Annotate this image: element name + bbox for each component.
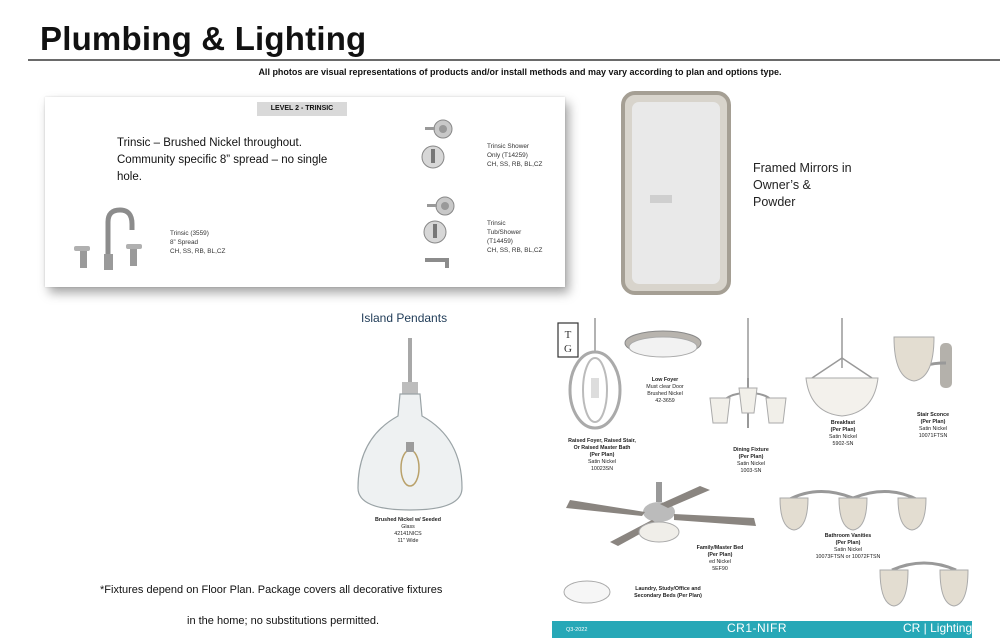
- fixture-name: Bathroom Vanities: [824, 533, 872, 539]
- raised-foyer-caption: [556, 438, 648, 473]
- footer-date: Q3-2022: [566, 627, 588, 633]
- shower-finishes: CH, SS, RB, BL,CZ: [487, 161, 543, 168]
- pendant-caption: [362, 517, 454, 545]
- fixture-note: (Per Plan): [830, 427, 856, 433]
- faucet-spec: 8” Spread: [170, 239, 199, 246]
- mirror-line: Powder: [753, 195, 796, 209]
- fixture-name: Raised Foyer, Raised Stair,: [568, 438, 636, 444]
- tub-finishes: CH, SS, RB, BL,CZ: [487, 247, 543, 254]
- description-line: hole.: [117, 171, 142, 183]
- description-line: Community specific 8” spread – no single: [117, 154, 328, 166]
- mirror-line: Owner’s &: [753, 178, 811, 192]
- fixture-name: Laundry, Study/Office and: [635, 586, 701, 592]
- fixture-model: 10023SN: [590, 466, 614, 472]
- footer-code: CR1-NIFR: [727, 621, 787, 635]
- fixture-name: Dining Fixture: [733, 447, 769, 453]
- svg-text:T: T: [564, 329, 572, 341]
- fixture-name: Breakfast: [830, 420, 856, 426]
- fixture-finish: Satin Nickel: [588, 459, 616, 465]
- fixture-name: Low Foyer: [651, 377, 679, 383]
- pendant-glass: Glass: [401, 524, 415, 530]
- framed-mirror-image: [620, 90, 732, 296]
- page-title: Plumbing & Lighting: [40, 20, 367, 57]
- fixture-model: 42-3659: [655, 398, 675, 404]
- tub-shower-image: [417, 192, 467, 272]
- faucet-finishes: CH, SS, RB, BL,CZ: [170, 248, 226, 255]
- fixture-name: Secondary Beds (Per Plan): [634, 593, 702, 599]
- fixture-name: Family/Master Bed: [696, 545, 744, 551]
- pendant-model: 42141NICS: [394, 531, 422, 537]
- fixture-note: Must clear Door: [646, 384, 684, 390]
- shower-name: Trinsic Shower: [487, 143, 530, 150]
- note-line-2: in the home; no substitutions permitted.: [187, 615, 379, 627]
- fixture-model: 10073FTSN or 10072FTSN: [815, 554, 881, 560]
- footer-category: CR | Lighting: [903, 621, 973, 635]
- fixture-finish: Satin Nickel: [919, 426, 947, 432]
- fixture-note: (Per Plan): [738, 454, 764, 460]
- faucet-caption: [170, 229, 225, 256]
- shower-image: [413, 115, 463, 173]
- pendant-size: 11" Wide: [397, 538, 419, 544]
- stair-sconce-image: [890, 333, 962, 408]
- page-subtitle: All photos are visual representations of products and/or install methods and may vary according to plan and options type.: [258, 67, 782, 77]
- breakfast-image: [804, 318, 880, 418]
- title-divider: [28, 59, 1000, 61]
- fixture-note: (Per Plan): [589, 452, 615, 458]
- card-label: LEVEL 2 - TRINSIC: [257, 102, 347, 116]
- fixture-model: 5902-SN: [832, 441, 854, 447]
- fixture-finish: Satin Nickel: [737, 461, 765, 467]
- tub-spec: Tub/Shower: [487, 229, 522, 236]
- laundry-light-image: [562, 578, 612, 606]
- tub-name: Trinsic: [487, 220, 506, 227]
- plumbing-card: [45, 97, 565, 287]
- fixture-finish: ed Nickel: [709, 559, 731, 565]
- tub-caption: [487, 219, 542, 255]
- description-line: Trinsic – Brushed Nickel throughout.: [117, 137, 302, 149]
- mirror-line: Framed Mirrors in: [753, 161, 852, 175]
- svg-text:G: G: [564, 343, 572, 355]
- fixture-model: 1003-SN: [740, 468, 762, 474]
- pendant-finish: Brushed Nickel w/ Seeded: [375, 517, 441, 523]
- tub-model: (T14459): [487, 238, 513, 245]
- low-foyer-image: [622, 325, 704, 367]
- fixture-note: (Per Plan): [920, 419, 946, 425]
- stair-sconce-caption: [904, 412, 962, 440]
- family-bed-caption: [684, 545, 756, 573]
- fixture-note: (Per Plan): [707, 552, 733, 558]
- fixture-name: Or Raised Master Bath: [573, 445, 631, 451]
- bathroom-vanity-image: [778, 478, 928, 538]
- fixture-finish: Satin Nickel: [829, 434, 857, 440]
- shower-spec: Only (T14259): [487, 152, 528, 159]
- laundry-caption: [620, 586, 716, 600]
- breakfast-caption: [814, 420, 872, 448]
- note-line-1: *Fixtures depend on Floor Plan. Package covers all decorative fixtures: [100, 584, 443, 596]
- fixture-model: 5EF90: [712, 566, 728, 572]
- fixture-note: (Per Plan): [835, 540, 861, 546]
- fixture-model: 10071FTSN: [918, 433, 948, 439]
- raised-foyer-image: [564, 318, 626, 436]
- fixture-name: Stair Sconce: [916, 412, 950, 418]
- faucet-image: [60, 202, 145, 277]
- dining-caption: [722, 447, 780, 475]
- faucet-name: Trinsic (3559): [170, 230, 209, 237]
- low-foyer-caption: [636, 377, 694, 405]
- island-pendants-heading: Island Pendants: [361, 311, 448, 325]
- fixture-finish: Satin Nickel: [834, 547, 862, 553]
- shower-caption: [487, 142, 542, 169]
- mirror-caption: [753, 160, 893, 211]
- two-light-vanity-image: [878, 552, 970, 612]
- pendant-image: [352, 338, 472, 518]
- fixture-finish: Brushed Nickel: [647, 391, 683, 397]
- card-description: [117, 135, 357, 186]
- dining-fixture-image: [708, 318, 788, 448]
